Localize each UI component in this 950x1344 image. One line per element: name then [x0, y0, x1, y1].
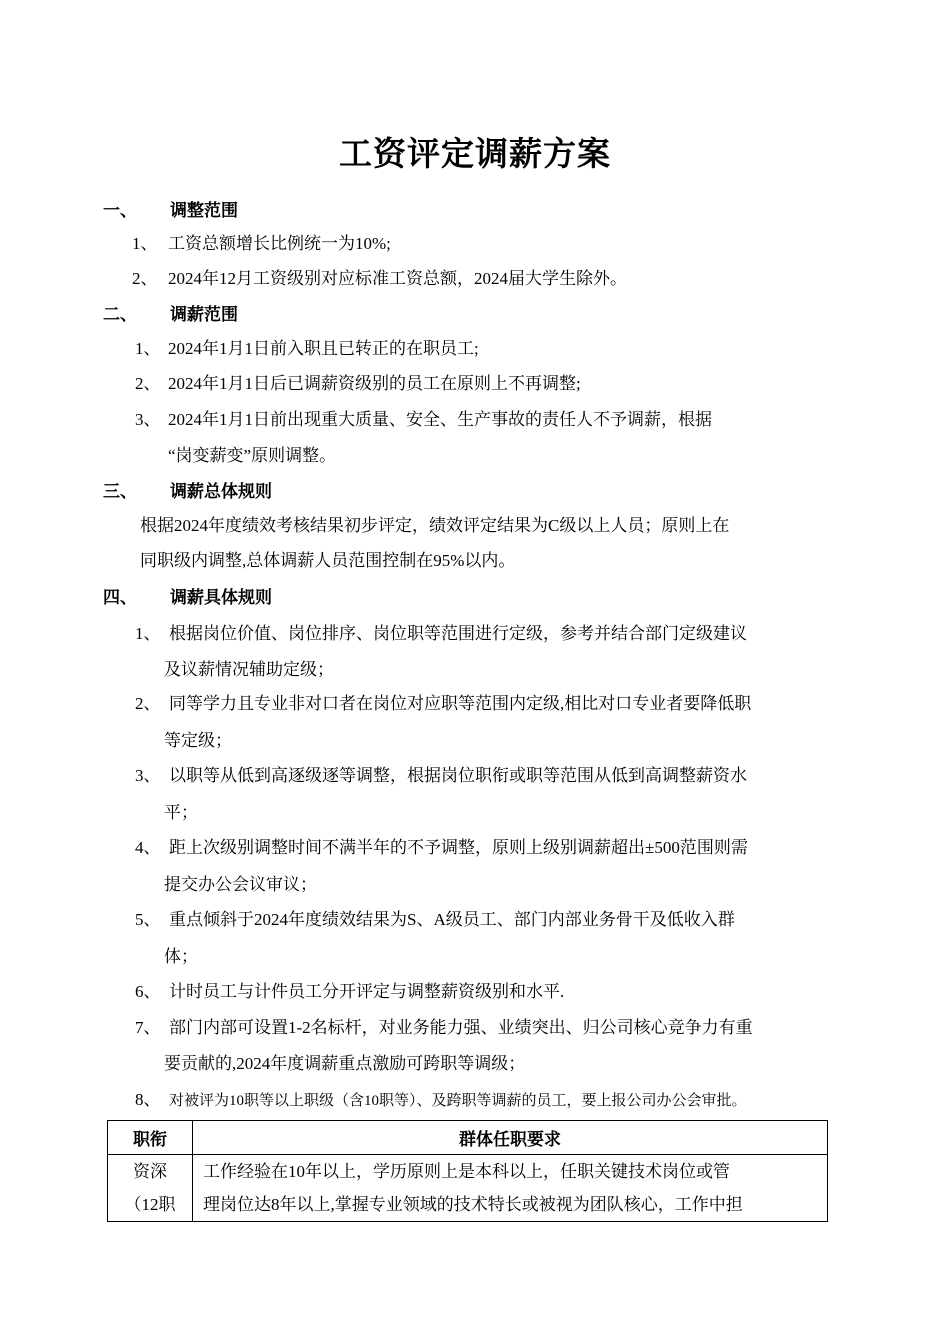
list-item-continuation: 平； [164, 803, 198, 822]
list-item: 1、 2024年1月1日前入职且已转正的在职员工; [135, 339, 479, 358]
list-item-continuation: 及议薪情况辅助定级； [164, 660, 334, 679]
section-heading-1 [103, 196, 238, 221]
list-item: 1、 工资总额增长比例统一为10%; [132, 234, 391, 253]
section-number: 一、 [103, 201, 137, 220]
list-item: 1、 根据岗位价值、岗位排序、岗位职等范围进行定级，参考并结合部门定级建议 [135, 624, 747, 643]
list-item: 2、 同等学力且专业非对口者在岗位对应职等范围内定级,相比对口专业者要降低职 [135, 694, 752, 713]
section-heading-4 [103, 583, 272, 608]
list-item: 2、 2024年1月1日后已调薪资级别的员工在原则上不再调整; [135, 374, 581, 393]
list-item-continuation: 提交办公会议审议； [164, 875, 317, 894]
table-cell-title: 资深 （12职 [108, 1155, 193, 1222]
list-item: 3、 2024年1月1日前出现重大质量、安全、生产事故的责任人不予调薪，根据 [135, 410, 712, 429]
list-item: 4、 距上次级别调整时间不满半年的不予调整，原则上级别调薪超出±500范围则需 [135, 838, 748, 857]
section-number: 四、 [103, 588, 137, 607]
paragraph-line: 同职级内调整,总体调薪人员范围控制在95%以内。 [140, 551, 516, 570]
job-requirements-table [107, 1120, 828, 1222]
table-cell-requirements: 工作经验在10年以上，学历原则上是本科以上，任职关键技术岗位或管 理岗位达8年以上,掌握专业领域的技术特长或被视为团队核心，工作中担 [193, 1155, 828, 1222]
section-number: 三、 [103, 482, 137, 501]
list-item: 5、 重点倾斜于2024年度绩效结果为S、A级员工、部门内部业务骨干及低收入群 [135, 910, 735, 929]
section-title: 调薪具体规则 [170, 588, 272, 607]
document-title: 工资评定调薪方案 [339, 137, 611, 173]
table-header-row [108, 1121, 828, 1155]
list-item: 7、 部门内部可设置1-2名标杆，对业务能力强、业绩突出、归公司核心竞争力有重 [135, 1018, 753, 1037]
table-header-title: 职衔 [108, 1121, 193, 1155]
list-item-continuation: 要贡献的,2024年度调薪重点激励可跨职等调级； [164, 1054, 526, 1073]
section-title: 调薪总体规则 [170, 482, 272, 501]
list-item-continuation: 体； [164, 947, 198, 966]
list-item: 3、 以职等从低到高逐级逐等调整，根据岗位职衔或职等范围从低到高调整薪资水 [135, 766, 747, 785]
paragraph-line: 根据2024年度绩效考核结果初步评定，绩效评定结果为C级以上人员；原则上在 [140, 516, 730, 535]
section-title: 调整范围 [170, 201, 238, 220]
list-item-continuation: 等定级； [164, 731, 232, 750]
list-item: 8、 对被评为10职等以上职级（含10职等）、及跨职等调薪的员工，要上报公司办公会审批。 [135, 1090, 747, 1109]
table-row [108, 1155, 828, 1222]
list-item-continuation: “岗变薪变”原则调整。 [168, 446, 337, 465]
section-heading-2 [103, 300, 238, 325]
list-item: 2、 2024年12月工资级别对应标准工资总额，2024届大学生除外。 [132, 269, 627, 288]
list-item: 6、 计时员工与计件员工分开评定与调整薪资级别和水平. [135, 982, 565, 1001]
section-number: 二、 [103, 305, 137, 324]
section-heading-3 [103, 477, 272, 502]
table-header-requirements: 群体任职要求 [193, 1121, 828, 1155]
section-title: 调薪范围 [170, 305, 238, 324]
